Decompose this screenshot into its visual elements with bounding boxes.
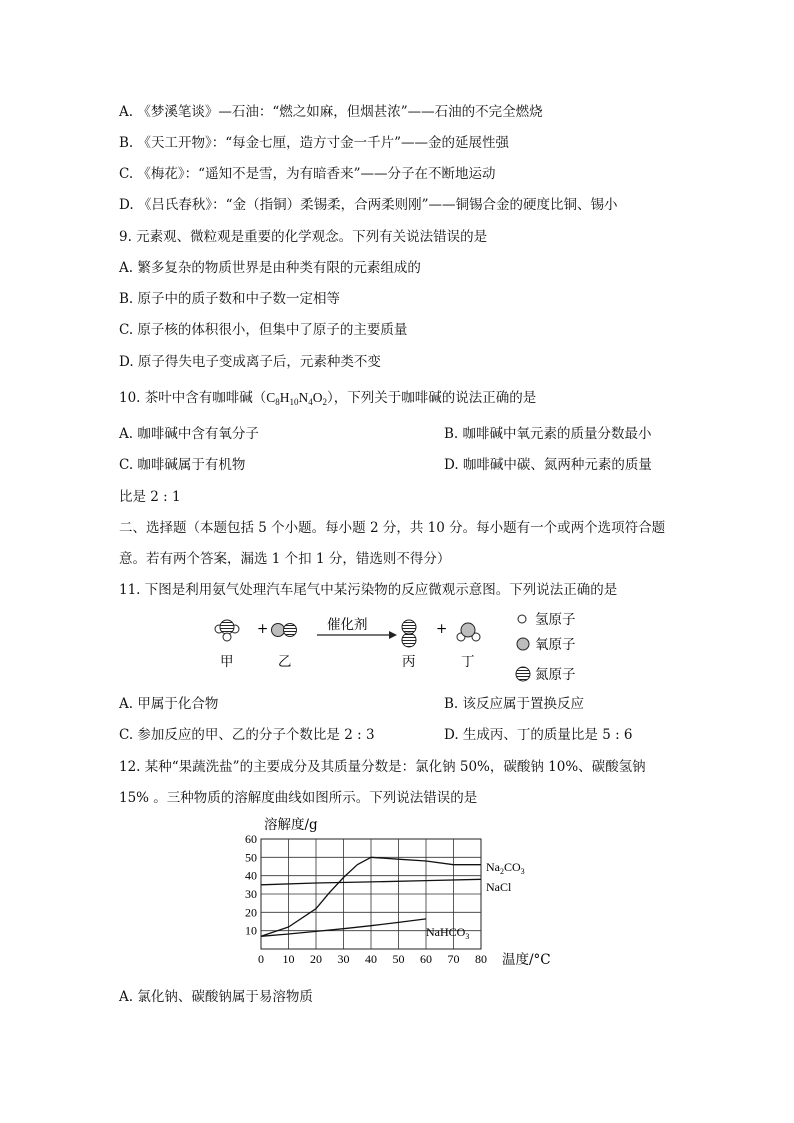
q10-stem: [119, 389, 536, 411]
q9-option-b: B. 原子中的质子数和中子数一定相等: [119, 291, 341, 307]
q10-option-d-cont: 比是 2 : 1: [119, 489, 181, 505]
label-bing: 丙: [402, 654, 416, 670]
reaction-diagram: [205, 606, 595, 696]
q8-option-c: C. 《梅花》：“遥知不是雪，为有暗香来”——分子在不断地运动: [119, 166, 496, 182]
q11-option-d: D. 生成丙、丁的质量比是 5 : 6: [444, 727, 633, 743]
y-axis-label: 溶解度/g: [264, 817, 318, 833]
y-tick-label: 50: [245, 850, 257, 865]
legend-o-icon: [517, 638, 529, 650]
q9-option-a: A. 繁多复杂的物质世界是由种类有限的元素组成的: [119, 260, 421, 276]
q9-stem: 9. 元素观、微粒观是重要的化学观念。下列有关说法错误的是: [119, 229, 488, 245]
plus-sign: +: [436, 621, 448, 637]
q10-option-a: A. 咖啡碱中含有氧分子: [119, 426, 259, 442]
q11-option-c: C. 参加反应的甲、乙的分子个数比是 2 : 3: [119, 727, 375, 743]
chart-curve-labels: [426, 860, 525, 941]
q9-option-d: D. 原子得失电子变成离子后，元素种类不变: [119, 354, 381, 370]
x-tick-label: 80: [475, 952, 487, 966]
q12-option-a: A. 氯化钠、碳酸钠属于易溶物质: [119, 989, 313, 1005]
q8-option-b: B. 《天工开物》：“每金七厘，造方寸金一千片”——金的延展性强: [119, 135, 510, 151]
o-atom: [272, 624, 285, 637]
y-tick-label: 40: [245, 868, 257, 883]
molecule-bing: [402, 620, 416, 647]
x-tick-label: 30: [337, 952, 350, 966]
series-label-nahco3: NaHCO$_3$: [426, 925, 470, 941]
section2-header-line2: 意。若有两个答案，漏选 1 个扣 1 分，错选则不得分）: [119, 551, 451, 567]
legend-n-label: 氮原子: [535, 667, 576, 683]
label-jia: 甲: [220, 654, 234, 670]
molecule-ding: [457, 623, 480, 641]
y-tick-label: 30: [245, 887, 257, 901]
q11-option-a: A. 甲属于化合物: [119, 696, 219, 712]
caffeine-formula: $C_8H_{10}N_4O_2$: [266, 390, 328, 407]
arrow-head: [389, 631, 397, 639]
x-tick-label: 50: [392, 952, 405, 966]
y-tick-label: 60: [245, 832, 257, 846]
x-tick-label: 10: [282, 952, 295, 966]
legend-o-label: 氧原子: [535, 637, 576, 653]
q10-option-c: C. 咖啡碱属于有机物: [119, 457, 246, 473]
molecule-jia: [215, 620, 239, 641]
x-tick-label: 20: [310, 952, 322, 966]
o-atom: [461, 623, 475, 637]
catalyst-label: 催化剂: [327, 617, 368, 633]
q11-stem: 11. 下图是利用氨气处理汽车尾气中某污染物的反应微观示意图。下列说法正确的是: [119, 582, 618, 598]
q12-stem-line1: 12. 某种“果蔬洗盐”的主要成分及其质量分数是：氯化钠 50%，碳酸钠 10%、碳酸氢钠: [119, 759, 646, 775]
q10-stem-suffix: ），下列关于咖啡碱的说法正确的是: [327, 390, 537, 406]
legend: [516, 612, 576, 683]
q11-option-b: B. 该反应属于置换反应: [444, 696, 585, 712]
q10-option-d: D. 咖啡碱中碳、氮两种元素的质量: [444, 457, 652, 473]
q8-option-d: D. 《吕氏春秋》：“金（指铜）柔锡柔，合两柔则刚”——铜锡合金的硬度比铜、锡小: [119, 197, 618, 213]
x-tick-label: 40: [365, 952, 377, 966]
q8-option-a: A. 《梦溪笔谈》—石油：“燃之如麻，但烟甚浓”——石油的不完全燃烧: [119, 104, 543, 120]
solubility-chart: [236, 814, 566, 976]
n-atom: [402, 620, 416, 634]
molecule-yi: [272, 624, 297, 637]
x-tick-label: 70: [447, 952, 460, 966]
legend-h-icon: [518, 615, 526, 623]
x-axis-label: 温度/°C: [502, 952, 551, 968]
y-tick-label: 10: [245, 923, 257, 938]
series-label-na2co3: $Na_2CO_3$: [486, 860, 525, 876]
q10-stem-prefix: 10. 茶叶中含有咖啡碱（: [119, 390, 267, 406]
n-atom: [284, 624, 297, 637]
q9-option-c: C. 原子核的体积很小，但集中了原子的主要质量: [119, 322, 408, 338]
h-atom: [223, 633, 231, 641]
y-tick-label: 20: [245, 905, 257, 920]
n-atom: [402, 633, 416, 647]
n-atom: [220, 620, 234, 634]
x-tick-label: 0: [258, 952, 264, 966]
label-ding: 丁: [461, 654, 475, 670]
plus-sign: +: [257, 621, 269, 637]
legend-n-icon: [516, 667, 530, 681]
chart-ticks: [245, 832, 487, 966]
series-label-nacl: NaCl: [486, 880, 512, 894]
section2-header-line1: 二、选择题（本题包括 5 个小题。每小题 2 分，共 10 分。每小题有一个或两个选项符合题: [119, 520, 666, 536]
label-yi: 乙: [278, 654, 292, 670]
x-tick-label: 60: [420, 952, 432, 966]
q10-option-b: B. 咖啡碱中氧元素的质量分数最小: [444, 426, 652, 442]
q12-stem-line2: 15% 。三种物质的溶解度曲线如图所示。下列说法错误的是: [119, 790, 478, 806]
legend-h-label: 氢原子: [535, 612, 576, 628]
